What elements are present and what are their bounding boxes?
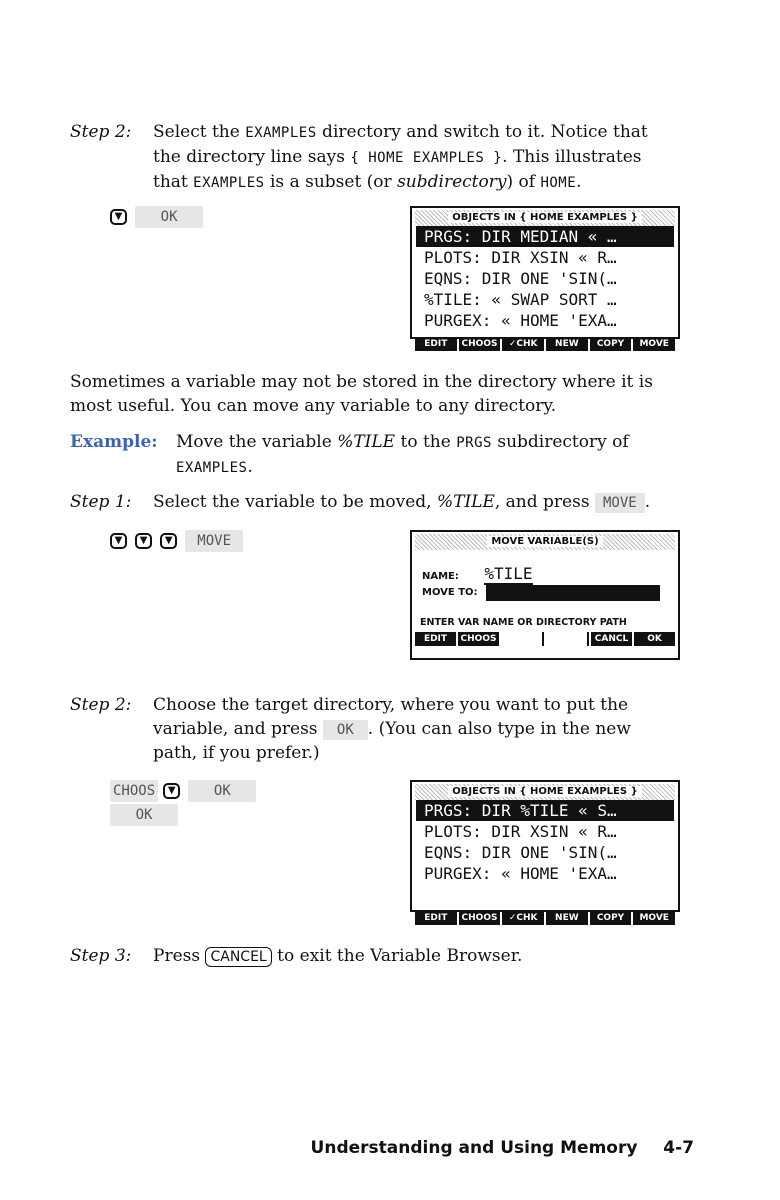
name-row	[412, 564, 678, 584]
screen-line: %TILE: « SWAP SORT …	[424, 290, 617, 309]
calculator-screen	[410, 206, 680, 349]
ok-softkey: OK	[110, 804, 178, 826]
down-arrow-key-icon: ▼	[110, 533, 127, 549]
cancel-key: CANCEL	[205, 947, 271, 967]
step-label: Step 2:	[70, 695, 132, 715]
menu-edit: EDIT	[415, 911, 457, 925]
down-arrow-key-icon: ▼	[135, 533, 152, 549]
menu-new: NEW	[546, 911, 588, 925]
step-text: Select the EXAMPLES directory and switch to it. Notice that the directory line says { HOME EXAMPLES }. This illustrates that EXAMPLES is a subset (or subdirectory) of HOME.	[153, 122, 648, 192]
page-footer	[311, 1138, 694, 1158]
screen-header: OBJECTS IN { HOME EXAMPLES }	[415, 784, 675, 800]
screen-menu	[415, 337, 675, 351]
ok-softkey: OK	[135, 206, 203, 228]
menu-blank	[546, 632, 589, 646]
menu-move: MOVE	[633, 337, 675, 351]
page-number: 4-7	[663, 1138, 694, 1158]
menu-cancel: CANCL	[591, 632, 632, 646]
move-to-row	[412, 584, 678, 602]
screen-prompt: ENTER VAR NAME OR DIRECTORY PATH	[420, 617, 627, 628]
paragraph: Sometimes a variable may not be stored in the directory where it is most useful. You can move any variable to any directory.	[70, 372, 653, 416]
example-text: Move the variable %TILE to the PRGS subdirectory of EXAMPLES.	[176, 432, 629, 477]
screen-line: PLOTS: DIR XSIN « R…	[424, 822, 617, 841]
screen-line: PURGEX: « HOME 'EXA…	[424, 311, 617, 330]
menu-copy: COPY	[590, 911, 632, 925]
name-label: NAME:	[422, 571, 459, 582]
screen-header: OBJECTS IN { HOME EXAMPLES }	[415, 210, 675, 226]
menu-chk: ✓CHK	[502, 911, 544, 925]
screen-menu	[415, 911, 675, 925]
keystroke-sequence	[110, 206, 203, 228]
menu-ok: OK	[634, 632, 675, 646]
screen-line: PURGEX: « HOME 'EXA…	[424, 864, 617, 883]
screen-menu	[415, 632, 675, 646]
move-softkey: MOVE	[185, 530, 243, 552]
ok-softkey-inline: OK	[323, 720, 368, 740]
menu-choos: CHOOS	[459, 911, 501, 925]
calculator-screen	[410, 780, 680, 923]
name-field: %TILE	[484, 564, 533, 583]
menu-choos: CHOOS	[458, 632, 499, 646]
example-label: Example:	[70, 432, 158, 452]
down-arrow-key-icon: ▼	[160, 533, 177, 549]
step-text: Press CANCEL to exit the Variable Browser.	[153, 946, 523, 966]
ok-softkey: OK	[188, 780, 256, 802]
menu-edit: EDIT	[415, 632, 456, 646]
menu-choos: CHOOS	[459, 337, 501, 351]
screen-line-selected: PRGS: DIR MEDIAN « …	[416, 226, 674, 247]
down-arrow-key-icon: ▼	[110, 209, 127, 225]
step-text: Choose the target directory, where you want to put the variable, and press OK . (You can also type in the new path, if you prefer.)	[153, 695, 631, 763]
calculator-screen	[410, 530, 680, 660]
step-label: Step 1:	[70, 492, 132, 512]
footer-title: Understanding and Using Memory	[310, 1138, 638, 1158]
step-label: Step 2:	[70, 122, 132, 142]
screen-line: EQNS: DIR ONE 'SIN(…	[424, 269, 617, 288]
step-text: Select the variable to be moved, %TILE, and press MOVE .	[153, 492, 651, 512]
menu-edit: EDIT	[415, 337, 457, 351]
menu-blank	[501, 632, 544, 646]
screen-line: EQNS: DIR ONE 'SIN(…	[424, 843, 617, 862]
keystroke-sequence	[110, 780, 310, 826]
choos-softkey: CHOOS	[110, 780, 158, 802]
screen-line-selected: PRGS: DIR %TILE « S…	[416, 800, 674, 821]
keystroke-sequence	[110, 530, 243, 552]
menu-copy: COPY	[590, 337, 632, 351]
down-arrow-key-icon: ▼	[163, 783, 180, 799]
menu-move: MOVE	[633, 911, 675, 925]
menu-chk: ✓CHK	[502, 337, 544, 351]
menu-new: NEW	[546, 337, 588, 351]
move-softkey-inline: MOVE	[595, 493, 645, 513]
screen-line: PLOTS: DIR XSIN « R…	[424, 248, 617, 267]
screen-header: MOVE VARIABLE(S)	[415, 534, 675, 550]
move-to-label: MOVE TO:	[422, 587, 478, 598]
move-to-field	[486, 585, 660, 601]
step-label: Step 3:	[70, 946, 132, 966]
